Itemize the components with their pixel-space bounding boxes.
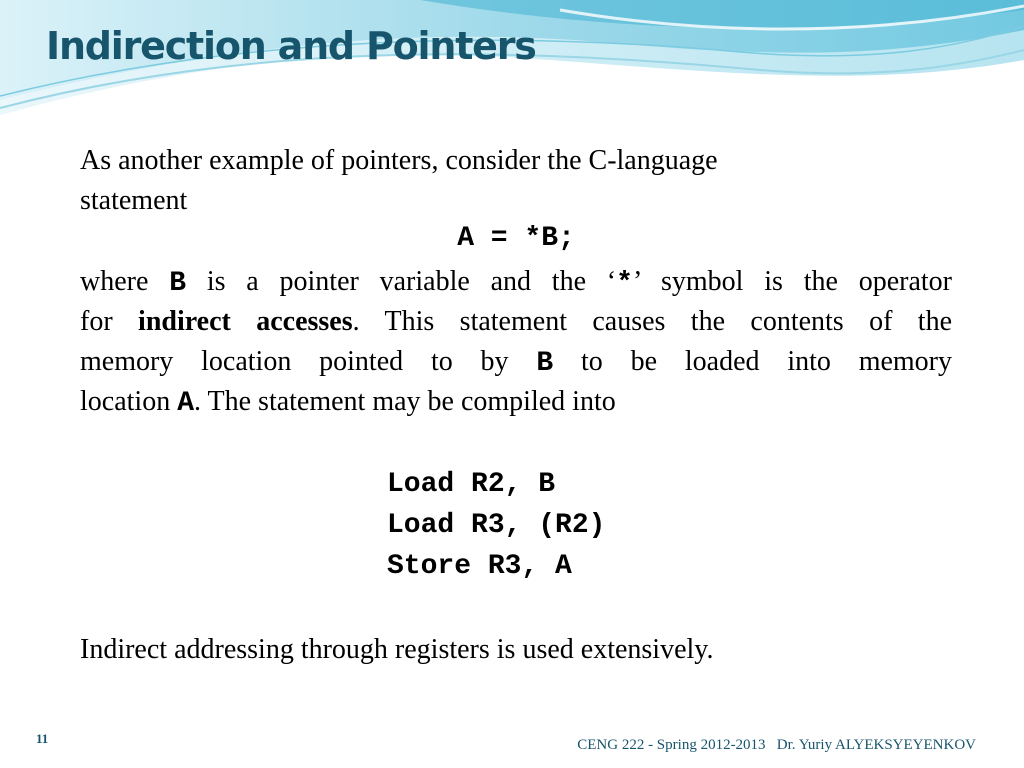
explanation-line-1 — [80, 262, 952, 302]
star-symbol: * — [616, 268, 633, 299]
text-loaded: to be loaded into memory — [581, 346, 953, 377]
closing-paragraph — [80, 630, 952, 670]
assembly-code-block — [387, 464, 605, 587]
explanation-line-2 — [80, 302, 952, 342]
intro-paragraph — [80, 141, 952, 221]
explanation-line-3 — [80, 342, 952, 382]
page-title: Indirection and Pointers — [46, 24, 536, 68]
text-where: where — [80, 266, 149, 297]
var-a: A — [177, 388, 195, 419]
indirect-accesses-term: indirect accesses — [138, 306, 353, 337]
closing-line: Indirect addressing through registers is used extensively. — [80, 634, 714, 665]
explanation-line-4 — [80, 382, 952, 422]
text-causes: . This statement causes the contents of the — [352, 306, 952, 337]
statement-code: A = *B; — [457, 223, 575, 254]
text-memory: memory location pointed to by — [80, 346, 509, 377]
text-symbol: ’ symbol is the operator — [632, 266, 952, 297]
text-location: location — [80, 386, 171, 417]
explanation-paragraph — [80, 262, 952, 422]
text-pointer: is a pointer variable and the ‘ — [206, 266, 617, 297]
slide-number: 11 — [36, 731, 49, 746]
code-line-3: Store R3, A — [387, 551, 572, 582]
intro-line-1: As another example of pointers, consider the C-language — [80, 145, 718, 176]
var-b-2: B — [536, 348, 554, 379]
text-for: for — [80, 306, 113, 337]
var-b: B — [169, 268, 187, 299]
text-compiled: . The statement may be compiled into — [194, 386, 616, 417]
code-line-1: Load R2, B — [387, 469, 556, 500]
code-line-2: Load R3, (R2) — [387, 510, 606, 541]
footer-course-info: CENG 222 - Spring 2012-2013 Dr. Yuriy ALYEKSYEYENKOV — [577, 737, 976, 753]
intro-line-2: statement — [80, 185, 188, 216]
